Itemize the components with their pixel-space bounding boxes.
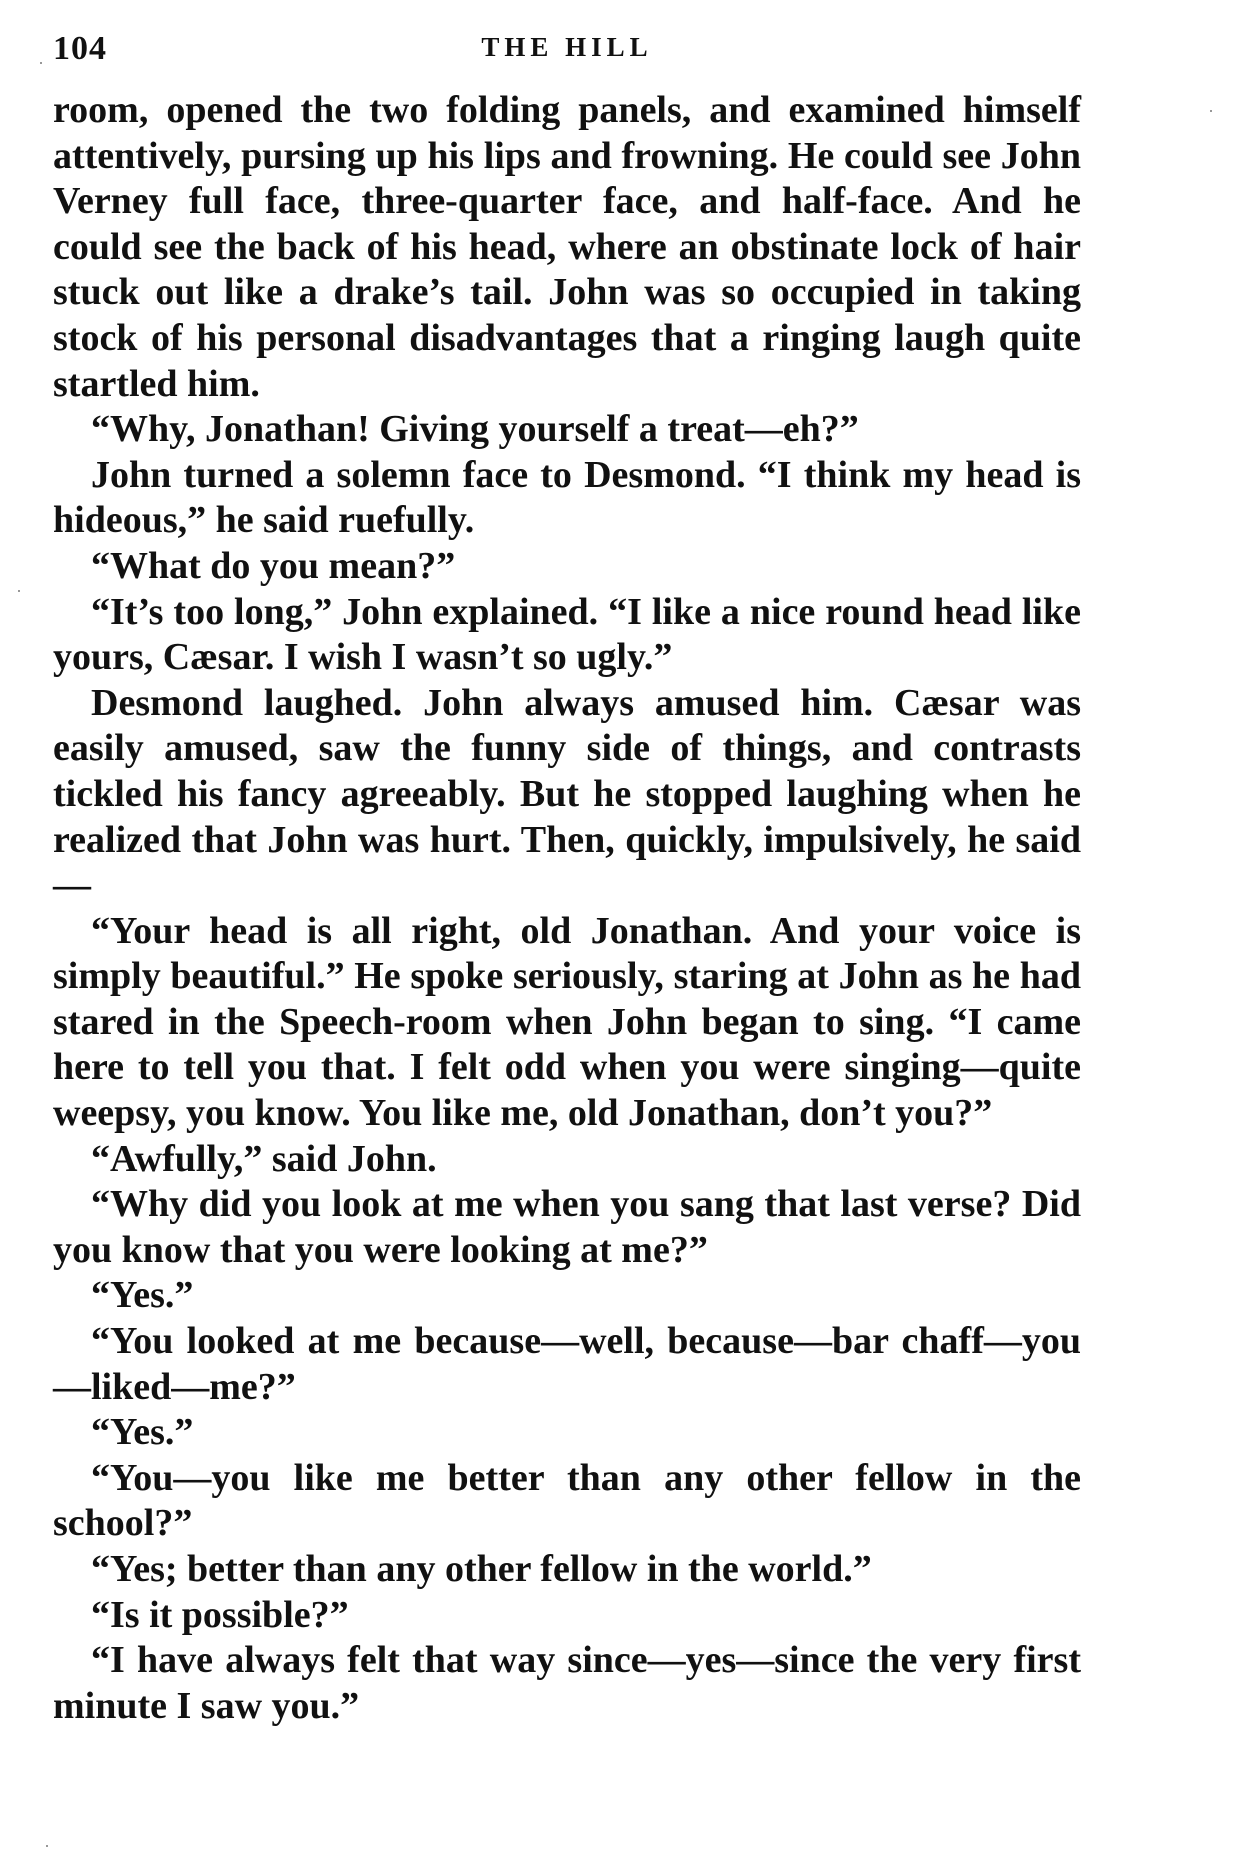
scan-speck	[40, 62, 42, 64]
paragraph: “I have always felt that way since—yes—since the very first minute I saw you.”	[53, 1639, 1081, 1727]
paragraph: “Why did you look at me when you sang that last verse? Did you know that you were looking at me?”	[53, 1183, 1081, 1271]
paragraph: “It’s too long,” John explained. “I like a nice round head like yours, Cæsar. I wish I wasn’t so ugly.”	[53, 590, 1081, 679]
paragraph: “You looked at me because—well, because—bar chaff—you—liked—me?”	[53, 1320, 1081, 1408]
page-number: 104	[53, 30, 107, 67]
paragraph: “Why, Jonathan! Giving yourself a treat—eh?”	[91, 408, 859, 451]
scan-speck	[46, 1845, 48, 1847]
paragraph: “Yes.”	[91, 1411, 194, 1454]
running-head	[53, 30, 1081, 78]
scan-speck	[18, 590, 20, 592]
paragraph: “What do you mean?”	[91, 544, 456, 587]
paragraph: “Your head is all right, old Jonathan. And your voice is simply beautiful.” He spoke seriously, staring at John as he had stared in the Speech-room when John began to sing. “I came here to tell you that. I felt odd when you were singing—quite weepsy, you know. You like me, old Jonathan, don’t you?”	[53, 909, 1081, 1135]
paragraph: room, opened the two folding panels, and examined himself attentively, pursing up his lips and frowning. He could see John Verney full face, three-quarter face, and half-face. And he could see the back of his head, where an obstinate lock of hair stuck out like a drake’s tail. John was so occupied in taking stock of his personal disadvantages that a ringing laugh quite startled him.	[53, 89, 1081, 405]
paragraph: “Yes.”	[91, 1274, 194, 1317]
paragraph: Desmond laughed. John always amused him. Cæsar was easily amused, saw the funny side of things, and contrasts tickled his fancy agreeably. But he stopped laughing when he realized that John was hurt. Then, quickly, impulsively, he said—	[53, 681, 1081, 907]
paragraph: “Is it possible?”	[91, 1593, 349, 1636]
paragraph: “Yes; better than any other fellow in the world.”	[91, 1548, 872, 1590]
paragraph: John turned a solemn face to Desmond. “I think my head is hideous,” he said ruefully.	[53, 453, 1081, 542]
scan-speck	[1210, 110, 1212, 112]
body-text	[53, 88, 1081, 1729]
running-title: THE HILL	[481, 32, 653, 62]
paragraph: “You—you like me better than any other fellow in the school?”	[53, 1456, 1081, 1545]
paragraph: “Awfully,” said John.	[91, 1137, 437, 1180]
